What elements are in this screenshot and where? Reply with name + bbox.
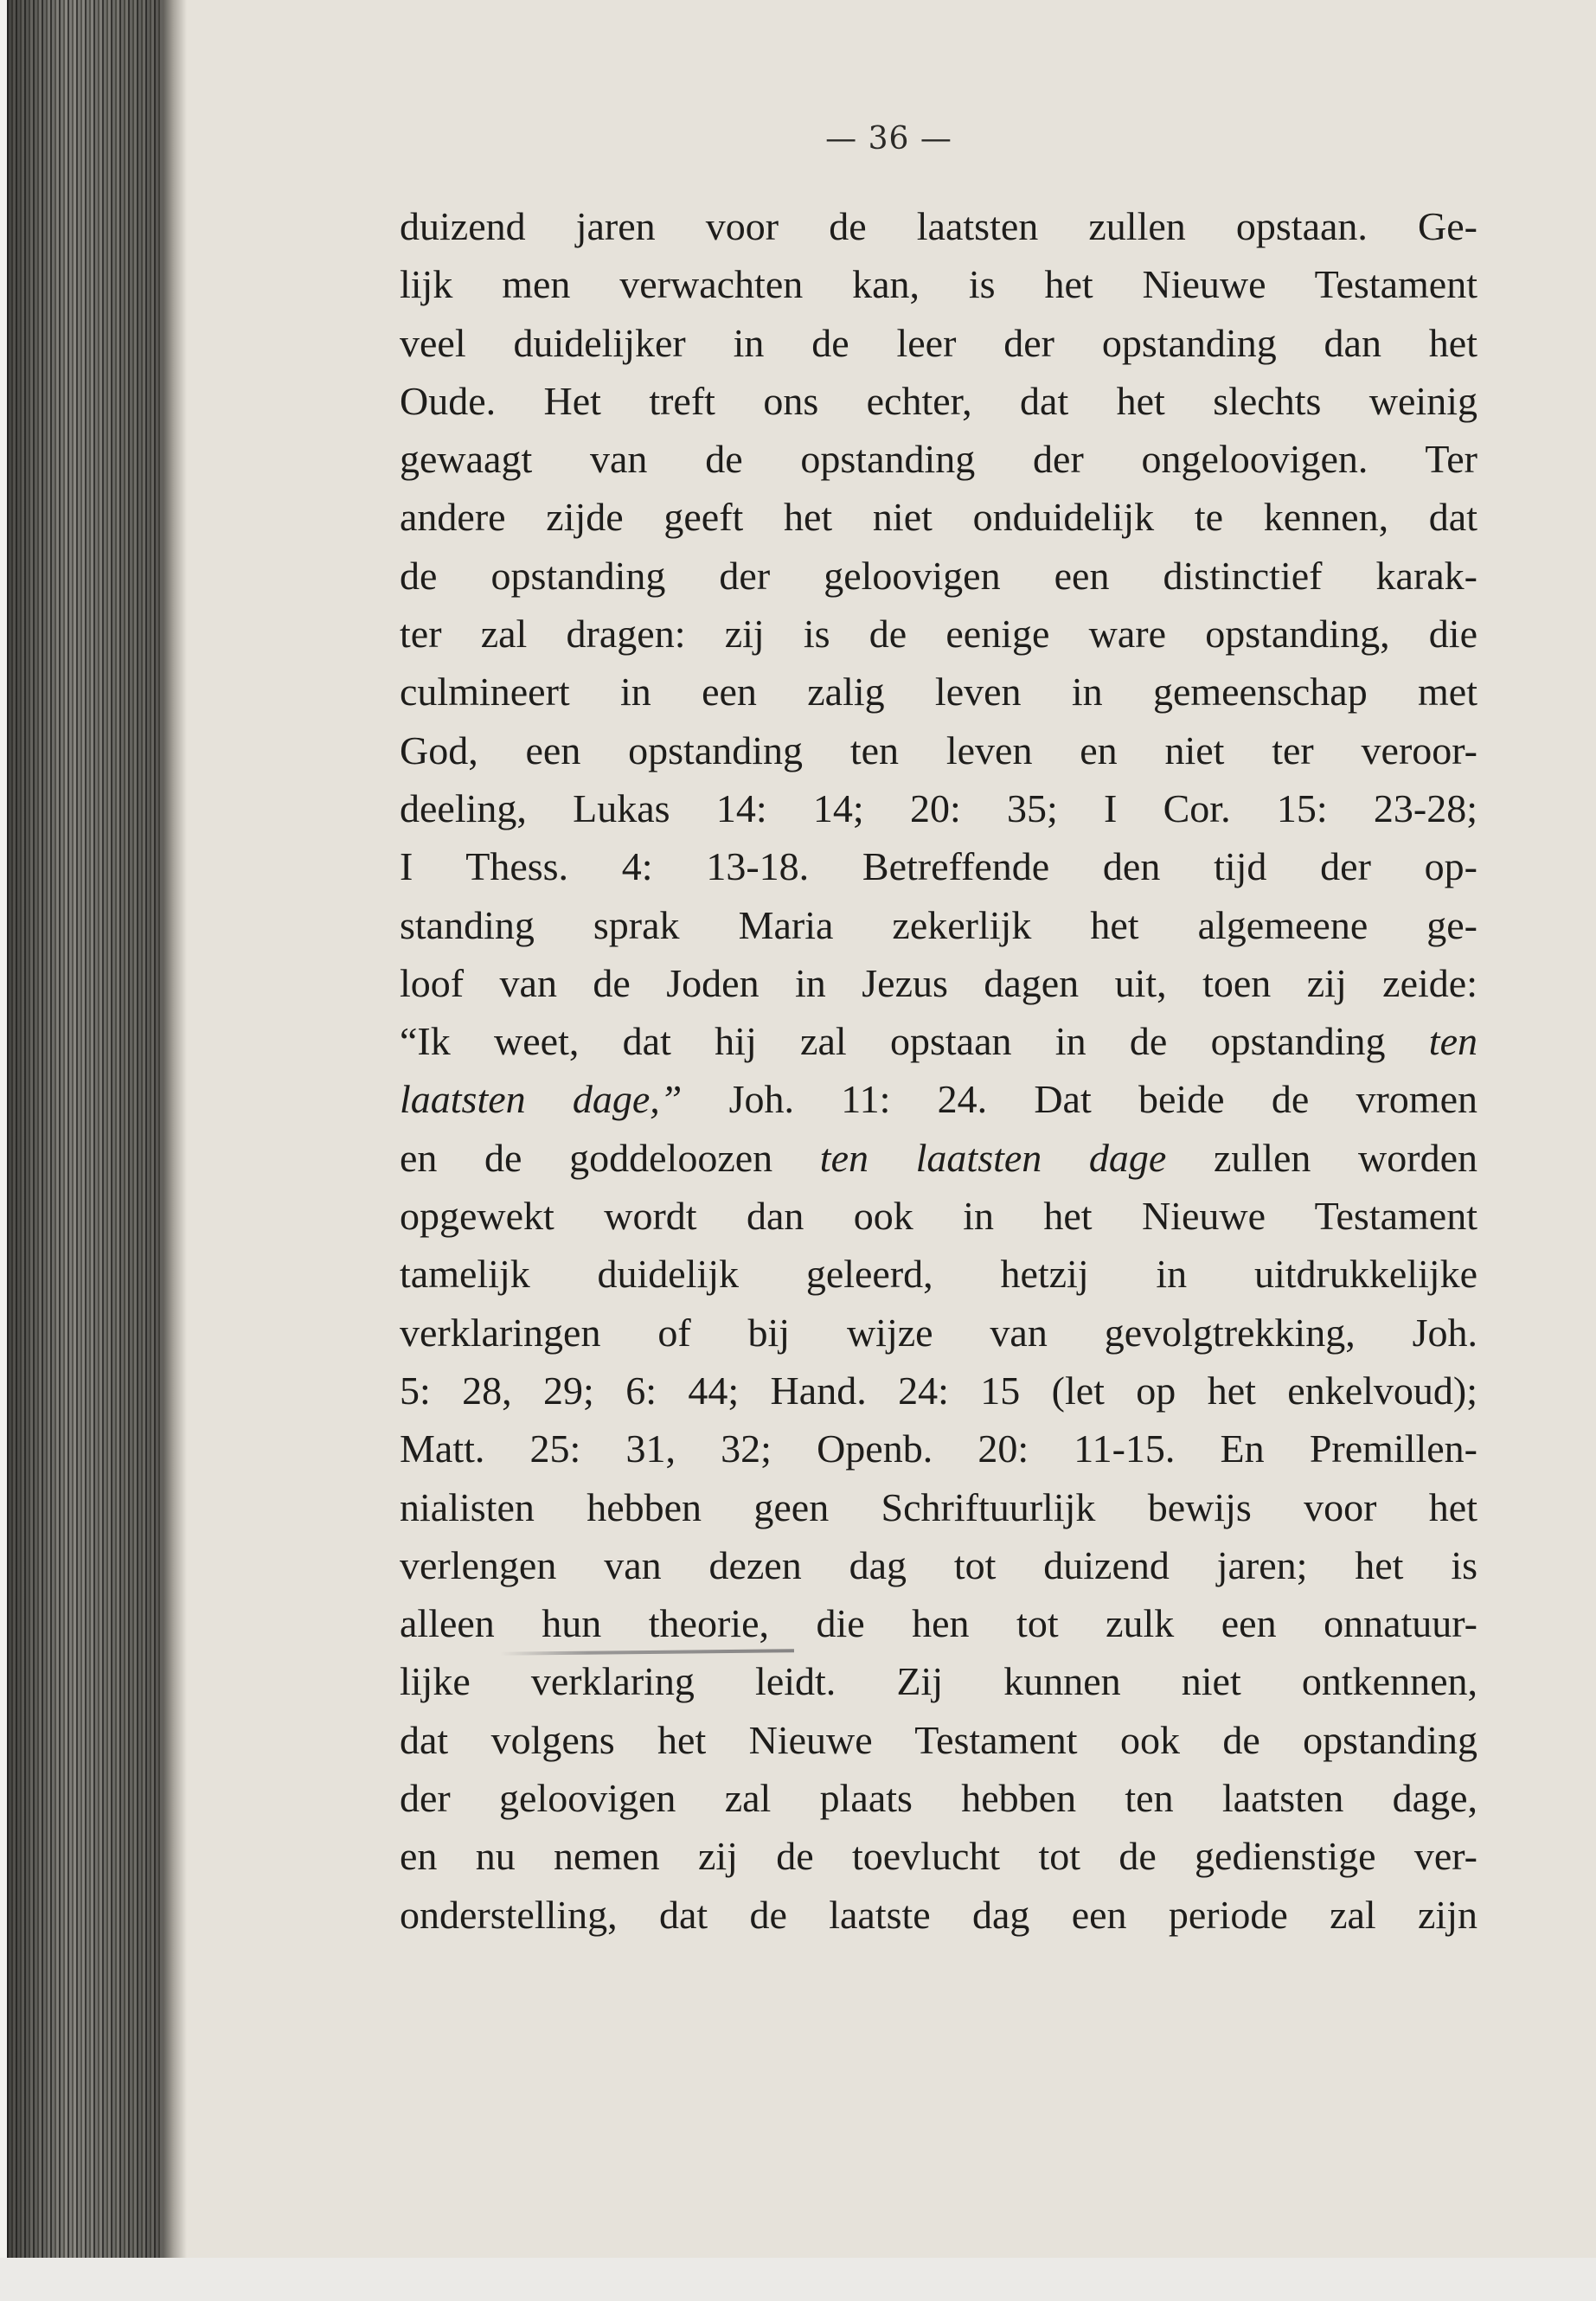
text-line: veel duidelijker in de leer der opstanding dan het [400, 320, 1477, 365]
text-line: gewaagt van de opstanding der ongeloovigen. Ter [400, 437, 1477, 482]
page-number: — 36 — [825, 121, 952, 157]
text-line: deeling, Lukas 14: 14; 20: 35; I Cor. 15: 23-28; [400, 785, 1477, 830]
text-run: Joh. 11: 24. Dat beide de vromen [682, 1077, 1477, 1122]
italic-run: ten laatsten dage [819, 1135, 1167, 1180]
text-line: lijk men verwachten kan, is het Nieuwe Testament [400, 262, 1477, 307]
text-run: “Ik weet, dat hij zal opstaan in de opstanding [400, 1019, 1429, 1064]
text-line: standing sprak Maria zekerlijk het algemeene ge- [400, 902, 1477, 947]
text-line: verklaringen of bij wijze van gevolgtrekking, Joh. [400, 1310, 1477, 1355]
text-run: en de goddeloozen [400, 1135, 820, 1180]
text-line: duizend jaren voor de laatsten zullen opstaan. Ge- [400, 204, 1477, 248]
italic-run: ten [1428, 1019, 1477, 1064]
text-line: verlengen van dezen dag tot duizend jaren; het is [400, 1542, 1477, 1587]
text-line: opgewekt wordt dan ook in het Nieuwe Testament [400, 1194, 1477, 1239]
text-line: tamelijk duidelijk geleerd, hetzij in uitdrukkelijke [400, 1252, 1477, 1297]
text-run: zullen worden [1166, 1135, 1477, 1180]
scan-margin-bottom [0, 2258, 1596, 2301]
text-line: andere zijde geeft het niet onduidelijk te kennen, dat [400, 495, 1477, 540]
text-line: onderstelling, dat de laatste dag een periode zal zijn [400, 1892, 1477, 1937]
text-line: ter zal dragen: zij is de eenige ware opstanding, die [400, 612, 1477, 657]
text-line: God, een opstanding ten leven en niet ter veroor- [400, 727, 1477, 772]
text-line: loof van de Joden in Jezus dagen uit, toen zij zeide: [400, 960, 1477, 1005]
text-line [400, 1070, 1477, 1128]
text-line [400, 1012, 1477, 1070]
text-line [400, 1129, 1477, 1187]
text-line: alleen hun theorie, die hen tot zulk een onnatuur- [400, 1601, 1477, 1646]
text-line: Matt. 25: 31, 32; Openb. 20: 11-15. En Premillen- [400, 1426, 1477, 1471]
text-line: I Thess. 4: 13-18. Betreffende den tijd der op- [400, 844, 1477, 889]
body-text [400, 197, 1477, 1944]
text-line: culmineert in een zalig leven in gemeenschap met [400, 670, 1477, 715]
text-line: de opstanding der geloovigen een distinctief karak- [400, 553, 1477, 598]
text-line: der geloovigen zal plaats hebben ten laatsten dage, [400, 1776, 1477, 1821]
book-page-edges [7, 0, 163, 2258]
text-line: lijke verklaring leidt. Zij kunnen niet ontkennen, [400, 1659, 1477, 1704]
text-line: en nu nemen zij de toevlucht tot de gedienstige ver- [400, 1834, 1477, 1879]
italic-run: laatsten dage,” [400, 1077, 683, 1122]
text-line: dat volgens het Nieuwe Testament ook de opstanding [400, 1717, 1477, 1762]
text-line: nialisten hebben geen Schriftuurlijk bewijs voor het [400, 1484, 1477, 1529]
text-line: 5: 28, 29; 6: 44; Hand. 24: 15 (let op het enkelvoud); [400, 1368, 1477, 1413]
text-line: Oude. Het treft ons echter, dat het slechts weinig [400, 378, 1477, 423]
gutter-shadow [163, 0, 187, 2258]
